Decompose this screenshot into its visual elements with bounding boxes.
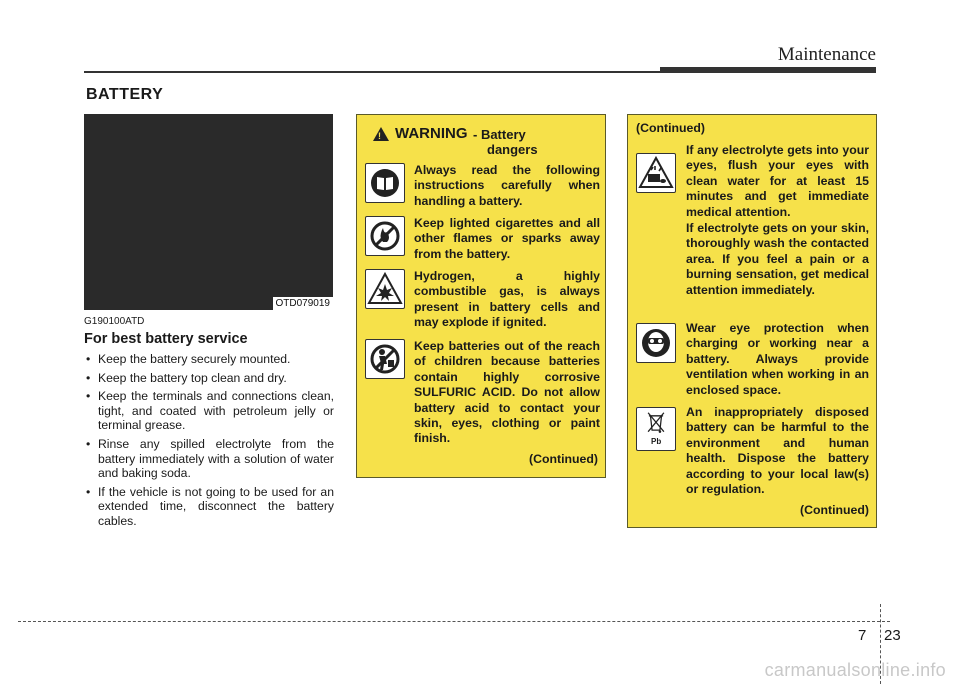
section-code: G190100ATD: [84, 316, 145, 327]
pb-label: Pb: [651, 437, 662, 446]
list-item: • Keep the battery top clean and dry.: [84, 371, 334, 386]
exclamation-icon: !: [378, 131, 381, 141]
explosion-icon: [365, 269, 405, 309]
chapter-number: 7: [858, 627, 867, 644]
warning-word: WARNING: [395, 125, 468, 142]
recycle-bin-pb-icon: [636, 407, 676, 451]
warning-text: Keep batteries out of the reach of children because batteries contain highly corrosive SULFURIC ACID. Do not allow battery acid to contact your skin, eyes, clothing or paint finish.: [414, 339, 600, 446]
warning-text: Hydrogen, a highly combustible gas, is always present in battery cells and may explode if ignited.: [414, 269, 600, 330]
warning-text: An inappropriately disposed battery can be harmful to the environment and human health. Dispose the battery according to your local law(s) or regulation.: [686, 405, 869, 497]
section-label: Maintenance: [777, 44, 876, 65]
chapter-title: BATTERY: [86, 86, 164, 103]
warning-text: Always read the following instructions carefully when handling a battery.: [414, 163, 600, 208]
footer-rule: [18, 621, 890, 622]
photo-tag: OTD079019: [273, 297, 333, 310]
no-flame-icon: [365, 216, 405, 256]
warning-subtitle-2: dangers: [487, 142, 538, 157]
warning-box: [356, 114, 606, 478]
warning-text: If electrolyte gets on your skin, thoroughly wash the contacted area. If you feel a pain or a burning sensation, get medical attention immediately.: [686, 221, 869, 297]
warning-box-continued: [627, 114, 877, 528]
warning-text: Keep lighted cigarettes and all other flames or sparks away from the battery.: [414, 216, 600, 261]
eye-protection-icon: [636, 323, 676, 363]
list-item: • Keep the terminals and connections clean, tight, and coated with petroleum jelly or terminal grease.: [84, 389, 334, 433]
warning-subtitle: - Battery: [473, 127, 526, 142]
header-rule: [84, 71, 660, 73]
list-item: • Rinse any spilled electrolyte from the battery immediately with a solution of water and baking soda.: [84, 437, 334, 481]
service-tips-list: [84, 352, 334, 533]
continued-label: (Continued): [529, 452, 598, 466]
manual-icon: [365, 163, 405, 203]
warning-text: If any electrolyte gets into your eyes, flush your eyes with clean water for at least 15 minutes and get immediate medical attention.: [686, 143, 869, 219]
keep-children-away-icon: [365, 339, 405, 379]
section-subtitle: For best battery service: [84, 331, 248, 347]
eye-flush-icon: [636, 153, 676, 193]
watermark: carmanualsonline.info: [764, 660, 946, 680]
page-number: 23: [884, 627, 901, 644]
list-item: • If the vehicle is not going to be used for an extended time, disconnect the battery cables.: [84, 485, 334, 529]
continued-label: (Continued): [800, 503, 869, 517]
continued-top-label: (Continued): [636, 121, 705, 135]
battery-photo: [84, 114, 333, 310]
warning-text: Wear eye protection when charging or working near a battery. Always provide ventilation when working in an enclosed space.: [686, 321, 869, 397]
warning-triangle-icon: [373, 127, 389, 141]
header-rule-thick: [660, 67, 876, 73]
list-item: • Keep the battery securely mounted.: [84, 352, 334, 367]
